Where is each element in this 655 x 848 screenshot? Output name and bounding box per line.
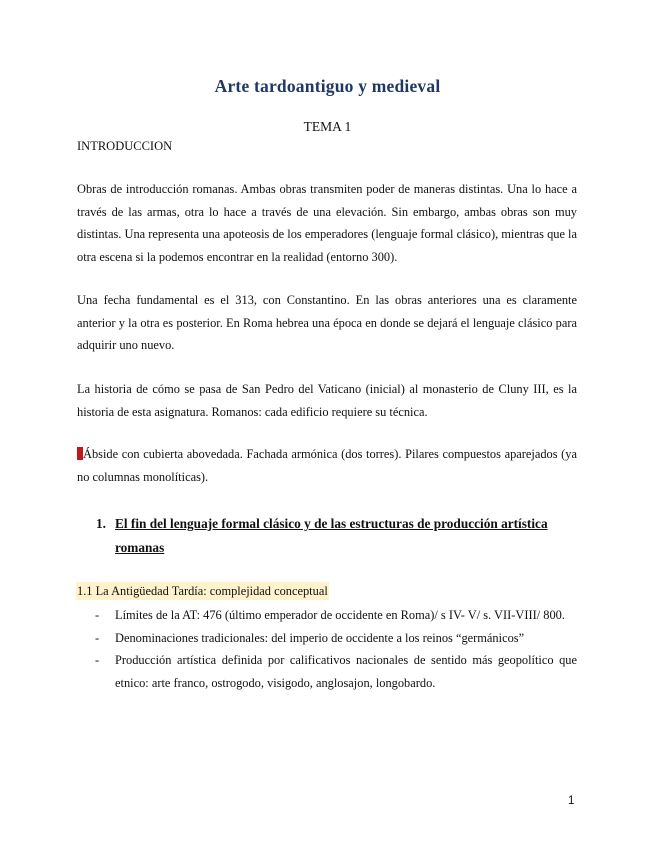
- paragraph-2: Una fecha fundamental es el 313, con Constantino. En las obras anteriores una es claramente anterior y la otra es posterior. En Roma hebrea una época en donde se dejará el lenguaje clásico para adquirir uno nuevo.: [77, 293, 577, 352]
- document-title: Arte tardoantiguo y medieval: [214, 76, 441, 96]
- bullet-dash: -: [95, 653, 100, 667]
- section-number: 1.: [96, 516, 106, 531]
- section-heading: [96, 512, 581, 560]
- paragraph-3: La historia de cómo se pasa de San Pedro del Vaticano (inicial) al monasterio de Cluny III, es la historia de esta asignatura. Romanos: cada edificio requiere su técnica.: [77, 382, 577, 419]
- bullet-dash: -: [95, 630, 100, 645]
- bullet-dash: -: [95, 608, 100, 622]
- list-item: [95, 604, 577, 627]
- paragraph-4: [77, 443, 577, 488]
- paragraph-1: Obras de introducción romanas. Ambas obras transmiten poder de maneras distintas. Una lo hace a través de las armas, otra lo hace a través de una elevación. Sin embargo, ambas obras son muy distintas. Una representa una apoteosis de los emperadores (lenguaje formal clásico), mientras que la otra escena si la podemos encontrar en la realidad (entorno 300).: [77, 182, 577, 264]
- list-item: [95, 627, 577, 650]
- list-item-text: Producción artística definida por calificativos nacionales de sentido más geopolítico que etnico: arte franco, ostrogodo, visigodo, anglosajon, longobardo.: [115, 653, 577, 690]
- list-item-text: Denominaciones tradicionales: del imperio de occidente a los reinos “germánicos”: [115, 630, 525, 645]
- subsection-heading: 1.1 La Antigüedad Tardía: complejidad conceptual: [77, 584, 328, 598]
- section-heading-text: El fin del lenguaje formal clásico y de las estructuras de producción artística romanas: [115, 516, 548, 555]
- page-number: 1: [568, 795, 575, 807]
- list-item: [95, 649, 577, 694]
- list-item-text: Límites de la AT: 476 (último emperador de occidente en Roma)/ s IV- V/ s. VII-VIII/ 800.: [115, 608, 565, 622]
- document-subtitle: TEMA 1: [303, 119, 352, 134]
- bullet-list: [95, 604, 577, 694]
- paragraph-4-text: Ábside con cubierta abovedada. Fachada armónica (dos torres). Pilares compuestos aparejados (ya no columnas monolíticas).: [77, 447, 577, 484]
- intro-heading: INTRODUCCION: [77, 139, 173, 153]
